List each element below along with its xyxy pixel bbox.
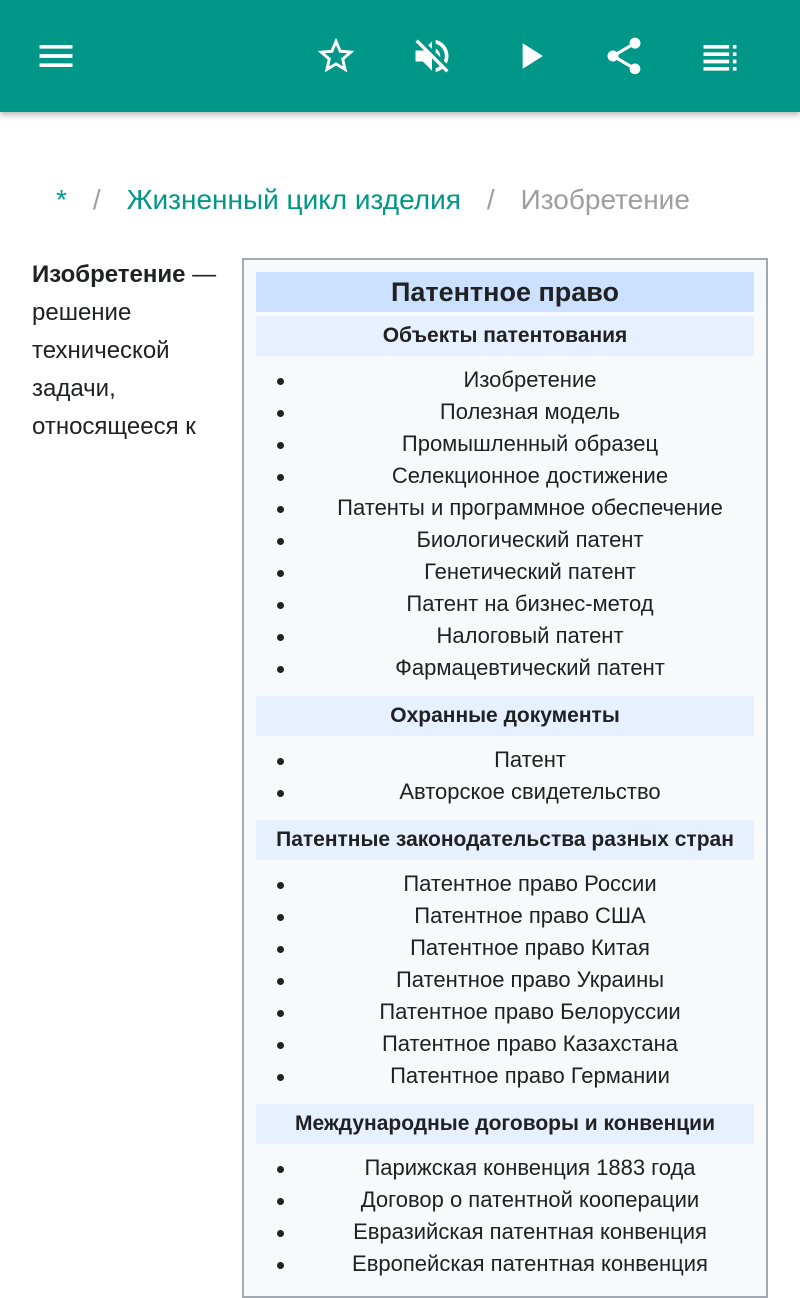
infobox-section-heading: Международные договоры и конвенции [256,1104,754,1144]
volume-off-icon[interactable] [404,28,460,84]
infobox-link[interactable]: Патентное право Украины [395,967,665,992]
infobox-link[interactable]: Евразийская патентная конвенция [353,1219,707,1244]
infobox-link[interactable]: Патент на бизнес-метод [406,591,654,616]
infobox-link[interactable]: Патент [494,747,566,772]
breadcrumb-root-link[interactable]: * [56,184,67,215]
infobox [242,258,768,1298]
list-item [256,1248,754,1280]
infobox-link[interactable]: Изобретение [463,367,597,392]
list-item [256,556,754,588]
infobox-title: Патентное право [256,272,754,312]
infobox-list [256,1144,754,1288]
list-item [256,588,754,620]
list-item [256,1184,754,1216]
article-lead [32,256,232,446]
infobox-link[interactable]: Патентное право Германии [390,1063,670,1088]
article-text: решение технической задачи, относящееся к [32,299,196,440]
infobox-list [256,860,754,1100]
list-item [256,428,754,460]
list-item [256,492,754,524]
breadcrumb-parent-link[interactable]: Жизненный цикл изделия [126,184,461,215]
list-item [256,364,754,396]
article-dash: — [185,261,217,288]
list-item [256,900,754,932]
infobox-link[interactable]: Промышленный образец [401,431,659,456]
app-bar [0,0,800,112]
infobox-section-heading: Патентные законодательства разных стран [256,820,754,860]
infobox-link[interactable]: Патенты и программное обеспечение [337,495,723,520]
infobox-link[interactable]: Европейская патентная конвенция [352,1251,708,1276]
infobox-section-heading: Объекты патентования [256,316,754,356]
list-item [256,620,754,652]
play-icon[interactable] [502,28,558,84]
breadcrumb-separator: / [92,184,101,215]
infobox-link[interactable]: Парижская конвенция 1883 года [364,1155,696,1180]
list-item [256,744,754,776]
list-item [256,776,754,808]
list-item [256,1216,754,1248]
share-icon[interactable] [596,28,652,84]
breadcrumb-separator: / [486,184,495,215]
list-item [256,652,754,684]
infobox-link[interactable]: Патентное право Казахстана [381,1031,679,1056]
infobox-link[interactable]: Патентное право Белоруссии [379,999,681,1024]
list-item [256,1028,754,1060]
infobox-link[interactable]: Генетический патент [424,559,636,584]
infobox-link[interactable]: Биологический патент [416,527,644,552]
menu-icon[interactable] [28,28,84,84]
infobox-list [256,356,754,692]
list-item [256,1060,754,1092]
list-item [256,524,754,556]
infobox-link[interactable]: Фармацевтический патент [395,655,665,680]
breadcrumb [56,180,690,220]
infobox-link[interactable]: Полезная модель [439,399,621,424]
infobox-link[interactable]: Договор о патентной кооперации [360,1187,700,1212]
list-item [256,932,754,964]
star-icon[interactable] [308,28,364,84]
breadcrumb-current: Изобретение [520,184,690,215]
list-item [256,996,754,1028]
list-item [256,1152,754,1184]
infobox-link[interactable]: Налоговый патент [436,623,624,648]
infobox-section-heading: Охранные документы [256,696,754,736]
infobox-list [256,736,754,816]
list-item [256,396,754,428]
list-item [256,460,754,492]
list-item [256,964,754,996]
infobox-link[interactable]: Авторское свидетельство [399,779,661,804]
infobox-link[interactable]: Селекционное достижение [391,463,669,488]
infobox-link[interactable]: Патентное право России [403,871,657,896]
list-item [256,868,754,900]
infobox-link[interactable]: Патентное право Китая [410,935,650,960]
infobox-link[interactable]: Патентное право США [414,903,646,928]
playlist-icon[interactable] [692,28,748,84]
article-term: Изобретение [32,261,186,288]
